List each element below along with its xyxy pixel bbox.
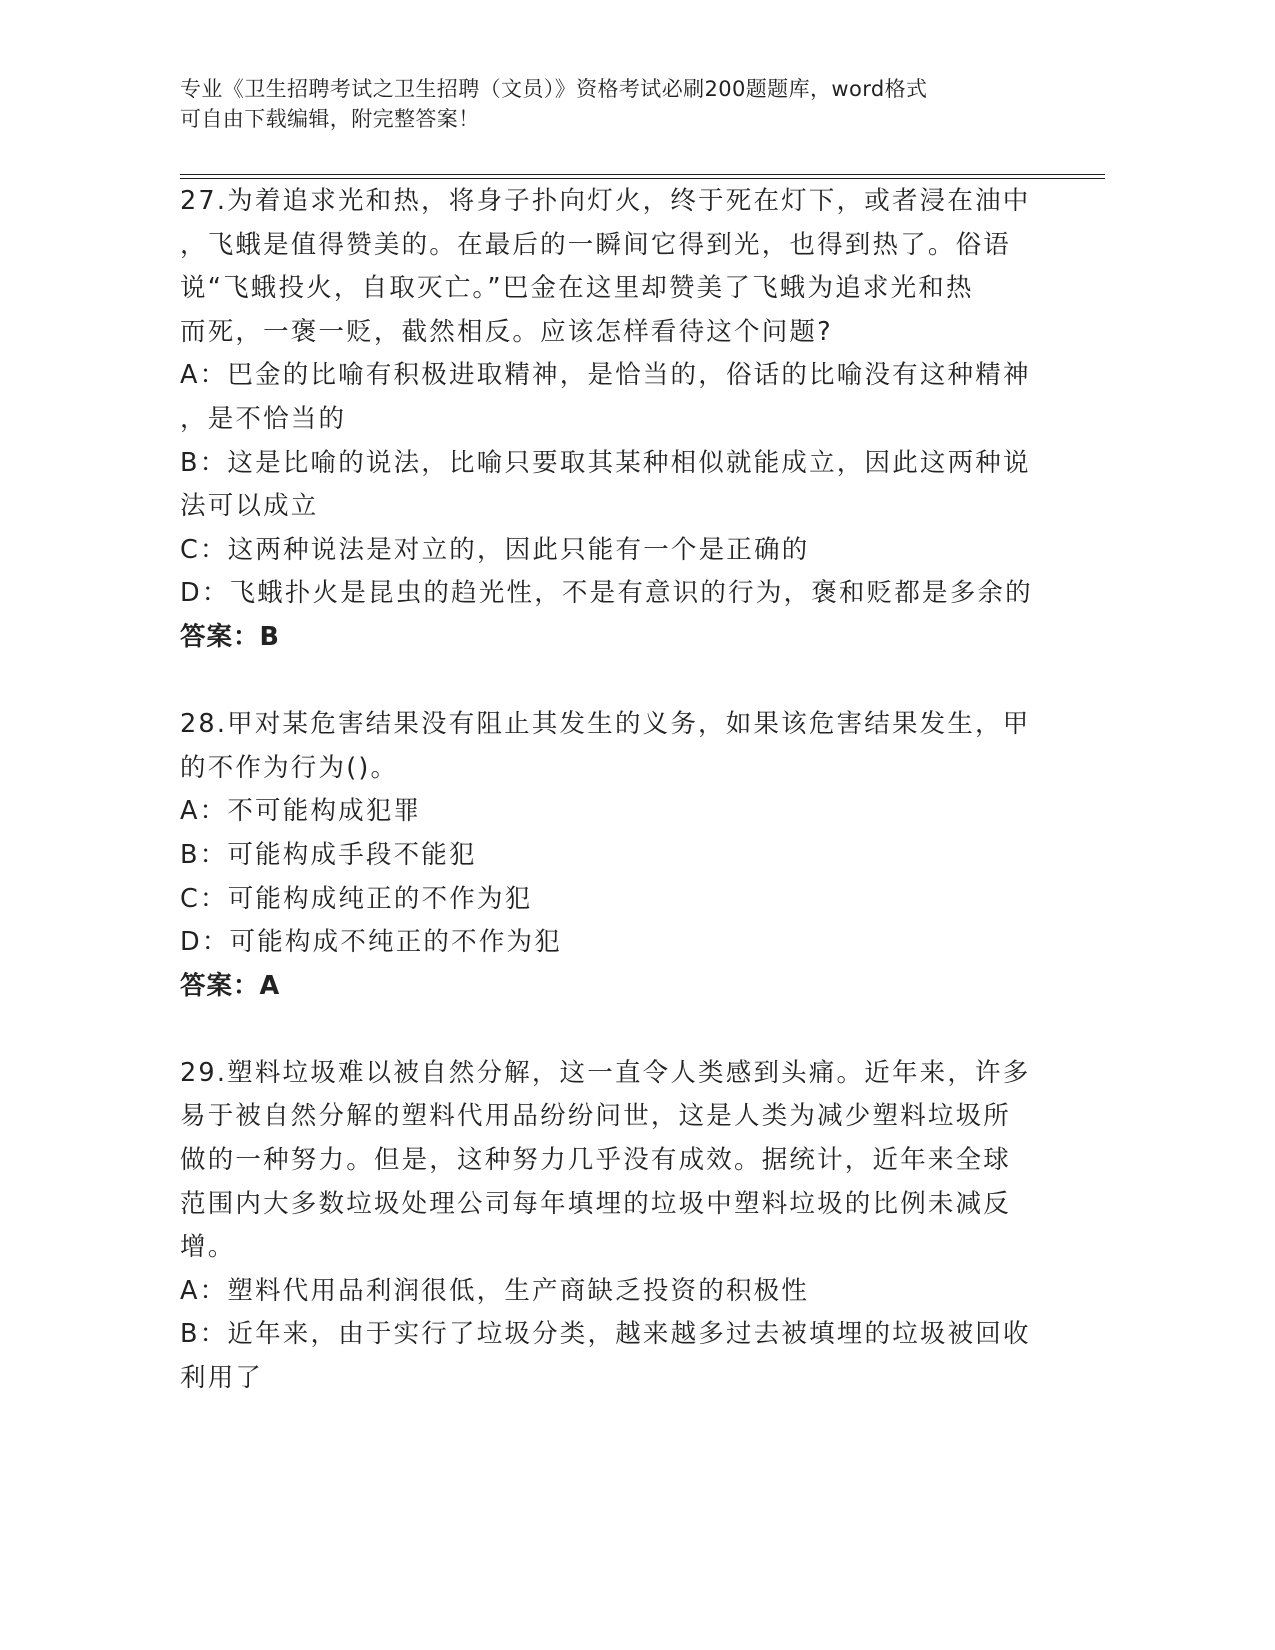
answer-label: 答案：B <box>180 621 280 652</box>
question-28 <box>180 703 1030 1008</box>
option-b <box>180 834 1030 878</box>
question-29 <box>180 1052 1030 1401</box>
option-text-line: D：可能构成不纯正的不作为犯 <box>180 927 562 958</box>
option-b <box>180 1313 1030 1400</box>
option-b <box>180 442 1030 529</box>
question-text-line: 的不作为行为()。 <box>180 752 399 783</box>
question-text-line: 做的一种努力。但是，这种努力几乎没有成效。据统计，近年来全球 <box>180 1145 1012 1176</box>
question-27 <box>180 180 1033 660</box>
document-header <box>180 74 1040 134</box>
header-title-line-2: 可自由下载编辑，附完整答案！ <box>180 107 480 131</box>
option-text-line: C：这两种说法是对立的，因此只能有一个是正确的 <box>180 534 810 565</box>
option-c <box>180 878 1030 922</box>
option-a <box>180 354 1030 441</box>
option-d <box>180 572 1033 616</box>
option-text-line: B：可能构成手段不能犯 <box>180 839 477 870</box>
option-a <box>180 1270 1030 1314</box>
question-text-line: ，飞蛾是值得赞美的。在最后的一瞬间它得到光，也得到热了。俗语 <box>180 229 1012 260</box>
option-text-line: 法可以成立 <box>180 491 319 522</box>
question-text-line: 易于被自然分解的塑料代用品纷纷问世，这是人类为减少塑料垃圾所 <box>180 1101 1012 1132</box>
question-text-line: 说“飞蛾投火，自取灭亡。”巴金在这里却赞美了飞蛾为追求光和热 <box>180 273 974 304</box>
question-text-line: 增。 <box>180 1232 236 1263</box>
option-text-line: A：不可能构成犯罪 <box>180 796 422 827</box>
option-a <box>180 790 1030 834</box>
option-text-line: A：巴金的比喻有积极进取精神，是恰当的，俗话的比喻没有这种精神 <box>180 360 1031 391</box>
option-text-line: 利用了 <box>180 1363 264 1394</box>
option-text-line: D：飞蛾扑火是昆虫的趋光性，不是有意识的行为，褒和贬都是多余的 <box>180 578 1033 609</box>
question-text-line: 范围内大多数垃圾处理公司每年填埋的垃圾中塑料垃圾的比例未减反 <box>180 1188 1012 1219</box>
answer-label: 答案：A <box>180 970 281 1001</box>
option-text-line: A：塑料代用品利润很低，生产商缺乏投资的积极性 <box>180 1275 810 1306</box>
header-title-line-1: 专业《卫生招聘考试之卫生招聘（文员）》资格考试必刷200题题库，word格式 <box>180 77 928 101</box>
question-list <box>180 180 1033 1444</box>
option-text-line: B：这是比喻的说法，比喻只要取其某种相似就能成立，因此这两种说 <box>180 447 1031 478</box>
option-text-line: B：近年来，由于实行了垃圾分类，越来越多过去被填埋的垃圾被回收 <box>180 1319 1031 1350</box>
option-c <box>180 529 1030 573</box>
header-divider <box>180 174 1105 179</box>
option-d <box>180 921 1030 965</box>
option-text-line: ，是不恰当的 <box>180 403 347 434</box>
question-text-line: 27.为着追求光和热，将身子扑向灯火，终于死在灯下，或者浸在油中 <box>180 186 1031 216</box>
option-text-line: C：可能构成纯正的不作为犯 <box>180 883 533 914</box>
question-text-line: 29.塑料垃圾难以被自然分解，这一直令人类感到头痛。近年来，许多 <box>180 1057 1031 1088</box>
question-text-line: 28.甲对某危害结果没有阻止其发生的义务，如果该危害结果发生，甲 <box>180 709 1031 740</box>
question-text-line: 而死，一褒一贬，截然相反。应该怎样看待这个问题? <box>180 316 833 347</box>
